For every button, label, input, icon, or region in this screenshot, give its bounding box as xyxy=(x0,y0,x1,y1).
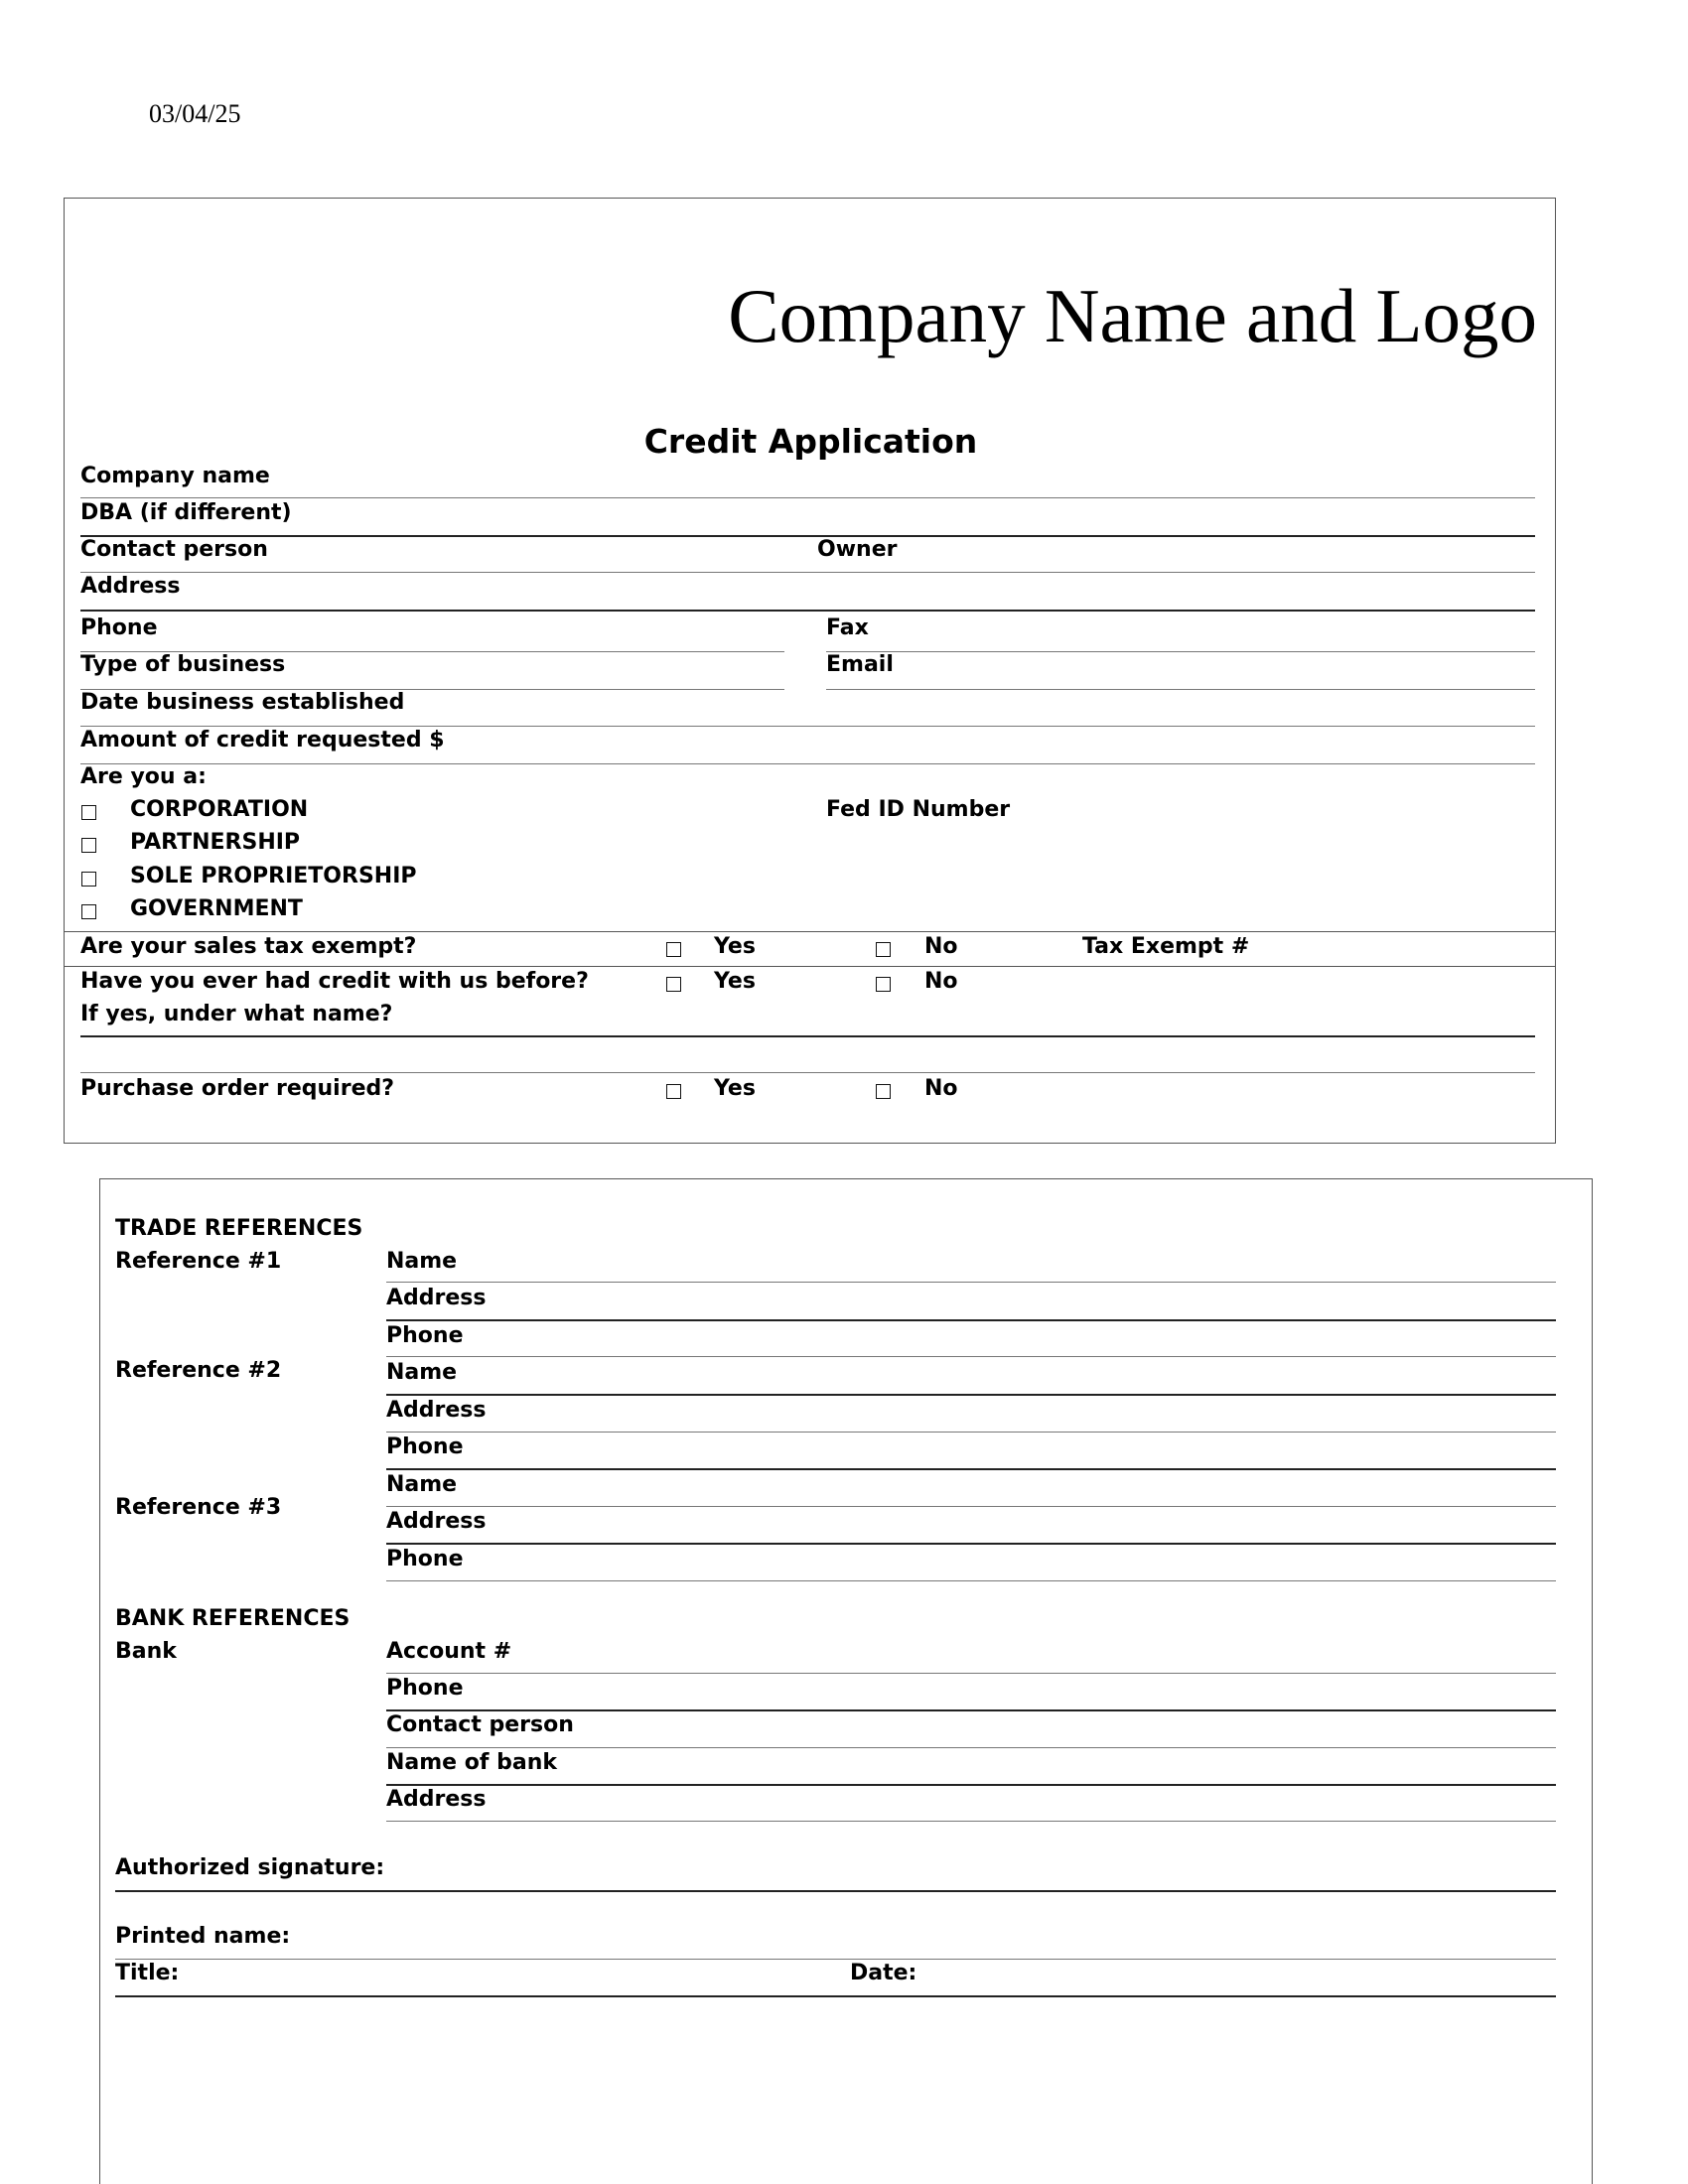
are-you-a-label: Are you a: xyxy=(80,764,207,789)
credit-requested-field[interactable] xyxy=(80,763,1535,764)
bank-references-heading: BANK REFERENCES xyxy=(115,1606,351,1631)
purchase-order-no-label: No xyxy=(924,1076,958,1101)
contact-owner-field[interactable] xyxy=(80,572,1535,573)
owner-label: Owner xyxy=(817,537,898,562)
email-label: Email xyxy=(826,652,894,677)
email-field[interactable] xyxy=(826,689,1535,690)
purchase-order-yes-checkbox[interactable] xyxy=(666,1084,681,1103)
partnership-label: PARTNERSHIP xyxy=(130,830,301,855)
sales-tax-no-label: No xyxy=(924,934,958,959)
date-label: Date: xyxy=(850,1961,917,1985)
account-number-label: Account # xyxy=(386,1639,512,1664)
ref1-address-label: Address xyxy=(386,1286,487,1310)
address-field[interactable] xyxy=(80,610,1535,612)
fax-field[interactable] xyxy=(826,651,1535,652)
bank-address-field[interactable] xyxy=(386,1821,1556,1822)
reference-1-label: Reference #1 xyxy=(115,1249,282,1274)
ref1-phone-field[interactable] xyxy=(386,1356,1556,1357)
dba-label: DBA (if different) xyxy=(80,500,292,525)
reference-3-label: Reference #3 xyxy=(115,1495,282,1520)
ref3-name-label: Name xyxy=(386,1472,458,1497)
ref2-address-field[interactable] xyxy=(386,1432,1556,1433)
purchase-order-no-checkbox[interactable] xyxy=(876,1084,891,1103)
bank-name-field[interactable] xyxy=(386,1784,1556,1786)
credit-requested-label: Amount of credit requested $ xyxy=(80,728,445,752)
date-established-label: Date business established xyxy=(80,690,405,715)
ref2-name-field[interactable] xyxy=(386,1394,1556,1396)
address-label: Address xyxy=(80,574,181,599)
ref2-phone-field[interactable] xyxy=(386,1468,1556,1470)
sales-tax-yes-checkbox[interactable] xyxy=(666,942,681,961)
bank-contact-label: Contact person xyxy=(386,1712,574,1737)
ref3-name-field[interactable] xyxy=(386,1506,1556,1507)
sole-proprietorship-checkbox[interactable] xyxy=(81,872,96,890)
bank-address-label: Address xyxy=(386,1787,487,1812)
credit-before-label: Have you ever had credit with us before? xyxy=(80,969,589,994)
reference-2-label: Reference #2 xyxy=(115,1358,282,1383)
ref1-address-field[interactable] xyxy=(386,1319,1556,1321)
bank-contact-field[interactable] xyxy=(386,1747,1556,1748)
authorized-signature-field[interactable] xyxy=(115,1890,1556,1892)
date-established-field[interactable] xyxy=(80,726,1535,727)
credit-before-no-label: No xyxy=(924,969,958,994)
company-name-label: Company name xyxy=(80,464,270,488)
sales-tax-yes-label: Yes xyxy=(714,934,756,959)
type-of-business-label: Type of business xyxy=(80,652,286,677)
ref1-name-field[interactable] xyxy=(386,1282,1556,1283)
authorized-signature-label: Authorized signature: xyxy=(115,1855,385,1880)
sales-tax-label: Are your sales tax exempt? xyxy=(80,934,417,959)
section-divider xyxy=(65,931,1555,932)
bank-phone-field[interactable] xyxy=(386,1709,1556,1711)
ref2-name-label: Name xyxy=(386,1360,458,1385)
fed-id-label: Fed ID Number xyxy=(826,797,1011,822)
government-label: GOVERNMENT xyxy=(130,896,303,921)
tax-exempt-number-label: Tax Exempt # xyxy=(1082,934,1250,959)
credit-before-no-checkbox[interactable] xyxy=(876,977,891,996)
printed-name-field[interactable] xyxy=(115,1959,1556,1960)
purchase-order-label: Purchase order required? xyxy=(80,1076,395,1101)
previous-name-field[interactable] xyxy=(80,1035,1535,1037)
purchase-order-yes-label: Yes xyxy=(714,1076,756,1101)
title-date-field[interactable] xyxy=(115,1995,1556,1997)
bank-label: Bank xyxy=(115,1639,177,1664)
company-name-field[interactable] xyxy=(80,497,1535,498)
document-date: 03/04/25 xyxy=(149,99,241,128)
section-divider xyxy=(65,966,1555,967)
trade-references-heading: TRADE REFERENCES xyxy=(115,1216,363,1241)
printed-name-label: Printed name: xyxy=(115,1924,291,1949)
contact-person-label: Contact person xyxy=(80,537,268,562)
sales-tax-no-checkbox[interactable] xyxy=(876,942,891,961)
credit-before-yes-checkbox[interactable] xyxy=(666,977,681,996)
company-logo-text: Company Name and Logo xyxy=(728,273,1537,358)
corporation-label: CORPORATION xyxy=(130,797,309,822)
ref2-phone-label: Phone xyxy=(386,1434,464,1459)
fax-label: Fax xyxy=(826,615,869,640)
references-section xyxy=(99,1178,1593,2184)
ref3-phone-field[interactable] xyxy=(386,1580,1556,1581)
ref3-address-label: Address xyxy=(386,1509,487,1534)
ref1-phone-label: Phone xyxy=(386,1323,464,1348)
account-number-field[interactable] xyxy=(386,1673,1556,1674)
partnership-checkbox[interactable] xyxy=(81,838,96,857)
dba-field[interactable] xyxy=(80,535,1535,537)
form-title: Credit Application xyxy=(643,422,978,461)
title-label: Title: xyxy=(115,1961,180,1985)
ref2-address-label: Address xyxy=(386,1398,487,1423)
government-checkbox[interactable] xyxy=(81,904,96,923)
credit-application-section xyxy=(64,198,1556,1144)
under-what-name-label: If yes, under what name? xyxy=(80,1002,393,1026)
ref1-name-label: Name xyxy=(386,1249,458,1274)
bank-name-label: Name of bank xyxy=(386,1750,557,1775)
previous-name-field-2[interactable] xyxy=(80,1072,1535,1073)
corporation-checkbox[interactable] xyxy=(81,805,96,824)
credit-before-yes-label: Yes xyxy=(714,969,756,994)
ref3-address-field[interactable] xyxy=(386,1543,1556,1545)
bank-phone-label: Phone xyxy=(386,1676,464,1701)
sole-proprietorship-label: SOLE PROPRIETORSHIP xyxy=(130,864,417,888)
ref3-phone-label: Phone xyxy=(386,1547,464,1571)
phone-label: Phone xyxy=(80,615,158,640)
